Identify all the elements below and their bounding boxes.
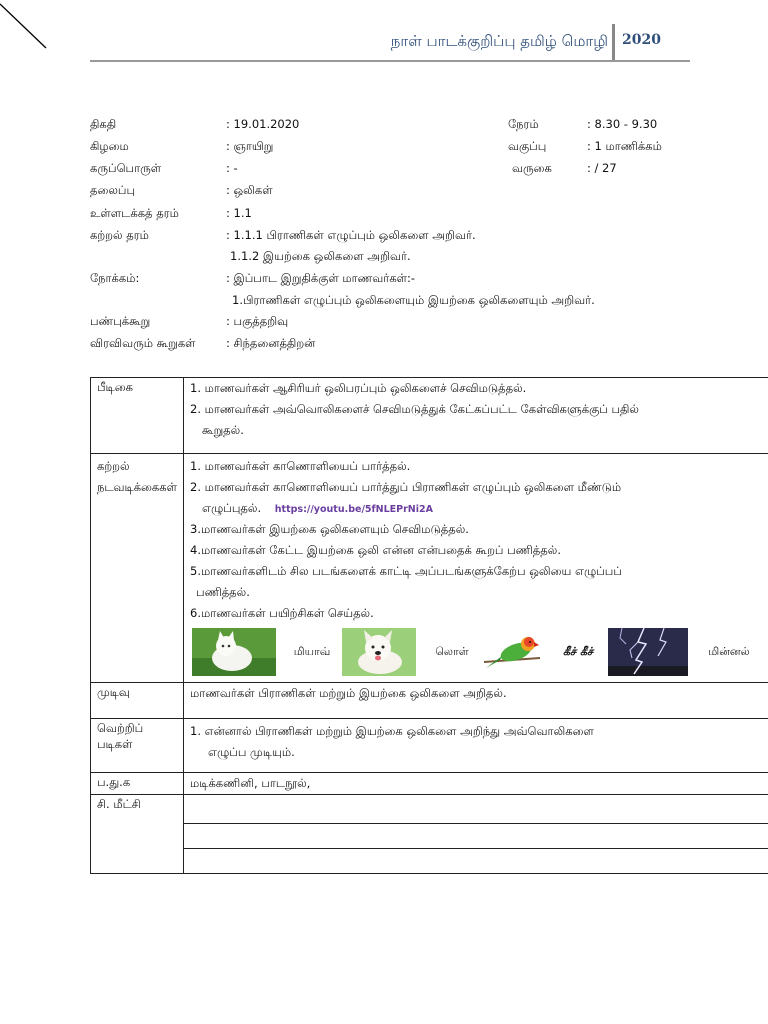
dog-photo-icon [342, 628, 416, 676]
lesson-table [90, 377, 768, 874]
row-content-materials [184, 773, 768, 795]
table-row-success [91, 719, 768, 773]
row-label-intro: பீடிகை [91, 378, 184, 454]
info-value-date: : 19.01.2020 [226, 117, 300, 131]
row-content-success [184, 719, 768, 773]
row-label-success: வெற்றிப் படிகள் [91, 719, 184, 773]
info-value-class: : 1 மாணிக்கம் [587, 139, 662, 153]
success-line-1: 1. என்னால் பிராணிகள் மற்றும் இயற்கை ஒலிகளை அறிந்து அவ்வொலிகளை [190, 724, 594, 738]
table-row-intro [91, 378, 768, 454]
info-label-date: திகதி [90, 117, 117, 131]
info-value-content-standard: : 1.1 [226, 206, 252, 220]
activity-line-4: 3.மாணவர்கள் இயற்கை ஒலிகளையும் செவிமடுத்தல். [190, 522, 469, 536]
table-row-closing [91, 683, 768, 719]
info-value-cross-curricular: : சிந்தனைத்திறன் [226, 336, 316, 350]
info-label-class: வகுப்பு [508, 139, 547, 153]
activities-label-1: கற்றல் [97, 459, 130, 473]
table-row-materials [91, 773, 768, 795]
row-label-reflection: சி. மீட்சி [91, 795, 184, 874]
materials-text: மடிக்கணினி, பாடநூல், [190, 776, 311, 790]
parrot-photo-icon [482, 628, 542, 676]
info-label-theme: கருப்பொருள் [90, 161, 162, 175]
info-label-cross-curricular: விரவிவரும் கூறுகள் [90, 336, 196, 350]
success-line-2: எழுப்ப முடியும். [208, 745, 295, 759]
page-header [90, 24, 690, 62]
info-value-objective: : இப்பாட இறுதிக்குள் மாணவர்கள்:- [226, 271, 416, 285]
video-link[interactable]: https://youtu.be/5fNLEPrNi2A [274, 504, 433, 515]
info-value-topic: : ஒலிகள் [226, 183, 273, 197]
caption-parrot: கீச் கீச் [562, 644, 594, 658]
info-label-objective: நோக்கம்: [90, 271, 140, 285]
row-content-closing [184, 683, 768, 719]
activity-line-6: 5.மாணவர்களிடம் சில படங்களைக் காட்டி அப்படங்களுக்கேற்ப ஒலியை எழுப்பப் [190, 564, 622, 578]
activity-line-8: 6.மாணவர்கள் பயிற்சிகள் செய்தல். [190, 606, 374, 620]
info-label-values: பண்புக்கூறு [90, 314, 151, 328]
lightning-photo-icon [608, 628, 688, 676]
table-row-reflection [91, 795, 768, 874]
header-underline [90, 60, 690, 62]
intro-line-1: 1. மாணவர்கள் ஆசிரியர் ஒலிபரப்பும் ஒலிகளைச் செவிமடுத்தல். [190, 381, 527, 395]
image-row [184, 624, 768, 682]
reflection-line-1 [184, 795, 768, 824]
reflection-line-2 [184, 824, 768, 849]
header-year: 2020 [622, 32, 661, 48]
row-label-closing: முடிவு [91, 683, 184, 719]
corner-diagonal-line [0, 0, 50, 50]
row-content-reflection [184, 795, 768, 874]
activity-line-7: பணித்தல். [196, 585, 250, 599]
intro-line-3: கூறுதல். [202, 423, 244, 437]
activity-line-3 [184, 498, 768, 519]
caption-dog: லொள் [435, 644, 469, 658]
table-row-activities [91, 454, 768, 683]
intro-line-2: 2. மாணவர்கள் அவ்வொலிகளைச் செவிமடுத்துக் கேட்கப்பட்ட கேள்விகளுக்குப் பதில் [190, 402, 639, 416]
cat-photo-icon [192, 628, 276, 676]
row-content-intro [184, 378, 768, 454]
header-divider [612, 24, 615, 60]
header-title: நாள் பாடக்குறிப்பு தமிழ் மொழி [390, 32, 608, 50]
info-label-content-standard: உள்ளடக்கத் தரம் [90, 206, 179, 220]
row-content-activities [184, 454, 768, 683]
info-label-learning-standard: கற்றல் தரம் [90, 228, 149, 242]
row-label-activities [91, 454, 184, 683]
activity-line-1: 1. மாணவர்கள் காணொளியைப் பார்த்தல். [190, 459, 411, 473]
info-label-time: நேரம் [508, 117, 539, 131]
activities-label-2: நடவடிக்கைகள் [97, 480, 178, 494]
info-value-values: : பகுத்தறிவு [226, 314, 289, 328]
info-value-day: : ஞாயிறு [226, 139, 274, 153]
reflection-line-3 [184, 849, 768, 873]
activity-line-5: 4.மாணவர்கள் கேட்ட இயற்கை ஒலி என்ன என்பதைக் கூறப் பணித்தல். [190, 543, 561, 557]
info-label-attendance: வருகை [512, 161, 552, 175]
caption-lightning: மின்னல் [708, 644, 750, 658]
info-label-day: கிழமை [90, 139, 129, 153]
info-value-time: : 8.30 - 9.30 [587, 117, 658, 131]
info-label-topic: தலைப்பு [90, 183, 136, 197]
row-label-materials: ப.து.க [91, 773, 184, 795]
info-value-learning-standard: : 1.1.1 பிராணிகள் எழுப்பும் ஒலிகளை அறிவர். [226, 228, 476, 242]
activity-line-3-text: எழுப்புதல். [202, 501, 262, 515]
info-value-learning-standard-2: 1.1.2 இயற்கை ஒலிகளை அறிவர். [230, 249, 411, 263]
activity-line-2: 2. மாணவர்கள் காணொளியைப் பார்த்துப் பிராணிகள் எழுப்பும் ஒலிகளை மீண்டும் [190, 480, 622, 494]
info-value-theme: : - [226, 161, 238, 175]
caption-cat: மியாவ் [293, 644, 331, 658]
info-value-objective-2: 1.பிராணிகள் எழுப்பும் ஒலிகளையும் இயற்கை ஒலிகளையும் அறிவர். [232, 293, 595, 307]
info-value-attendance: : / 27 [587, 161, 617, 175]
closing-text: மாணவர்கள் பிராணிகள் மற்றும் இயற்கை ஒலிகளை அறிதல். [190, 686, 507, 700]
